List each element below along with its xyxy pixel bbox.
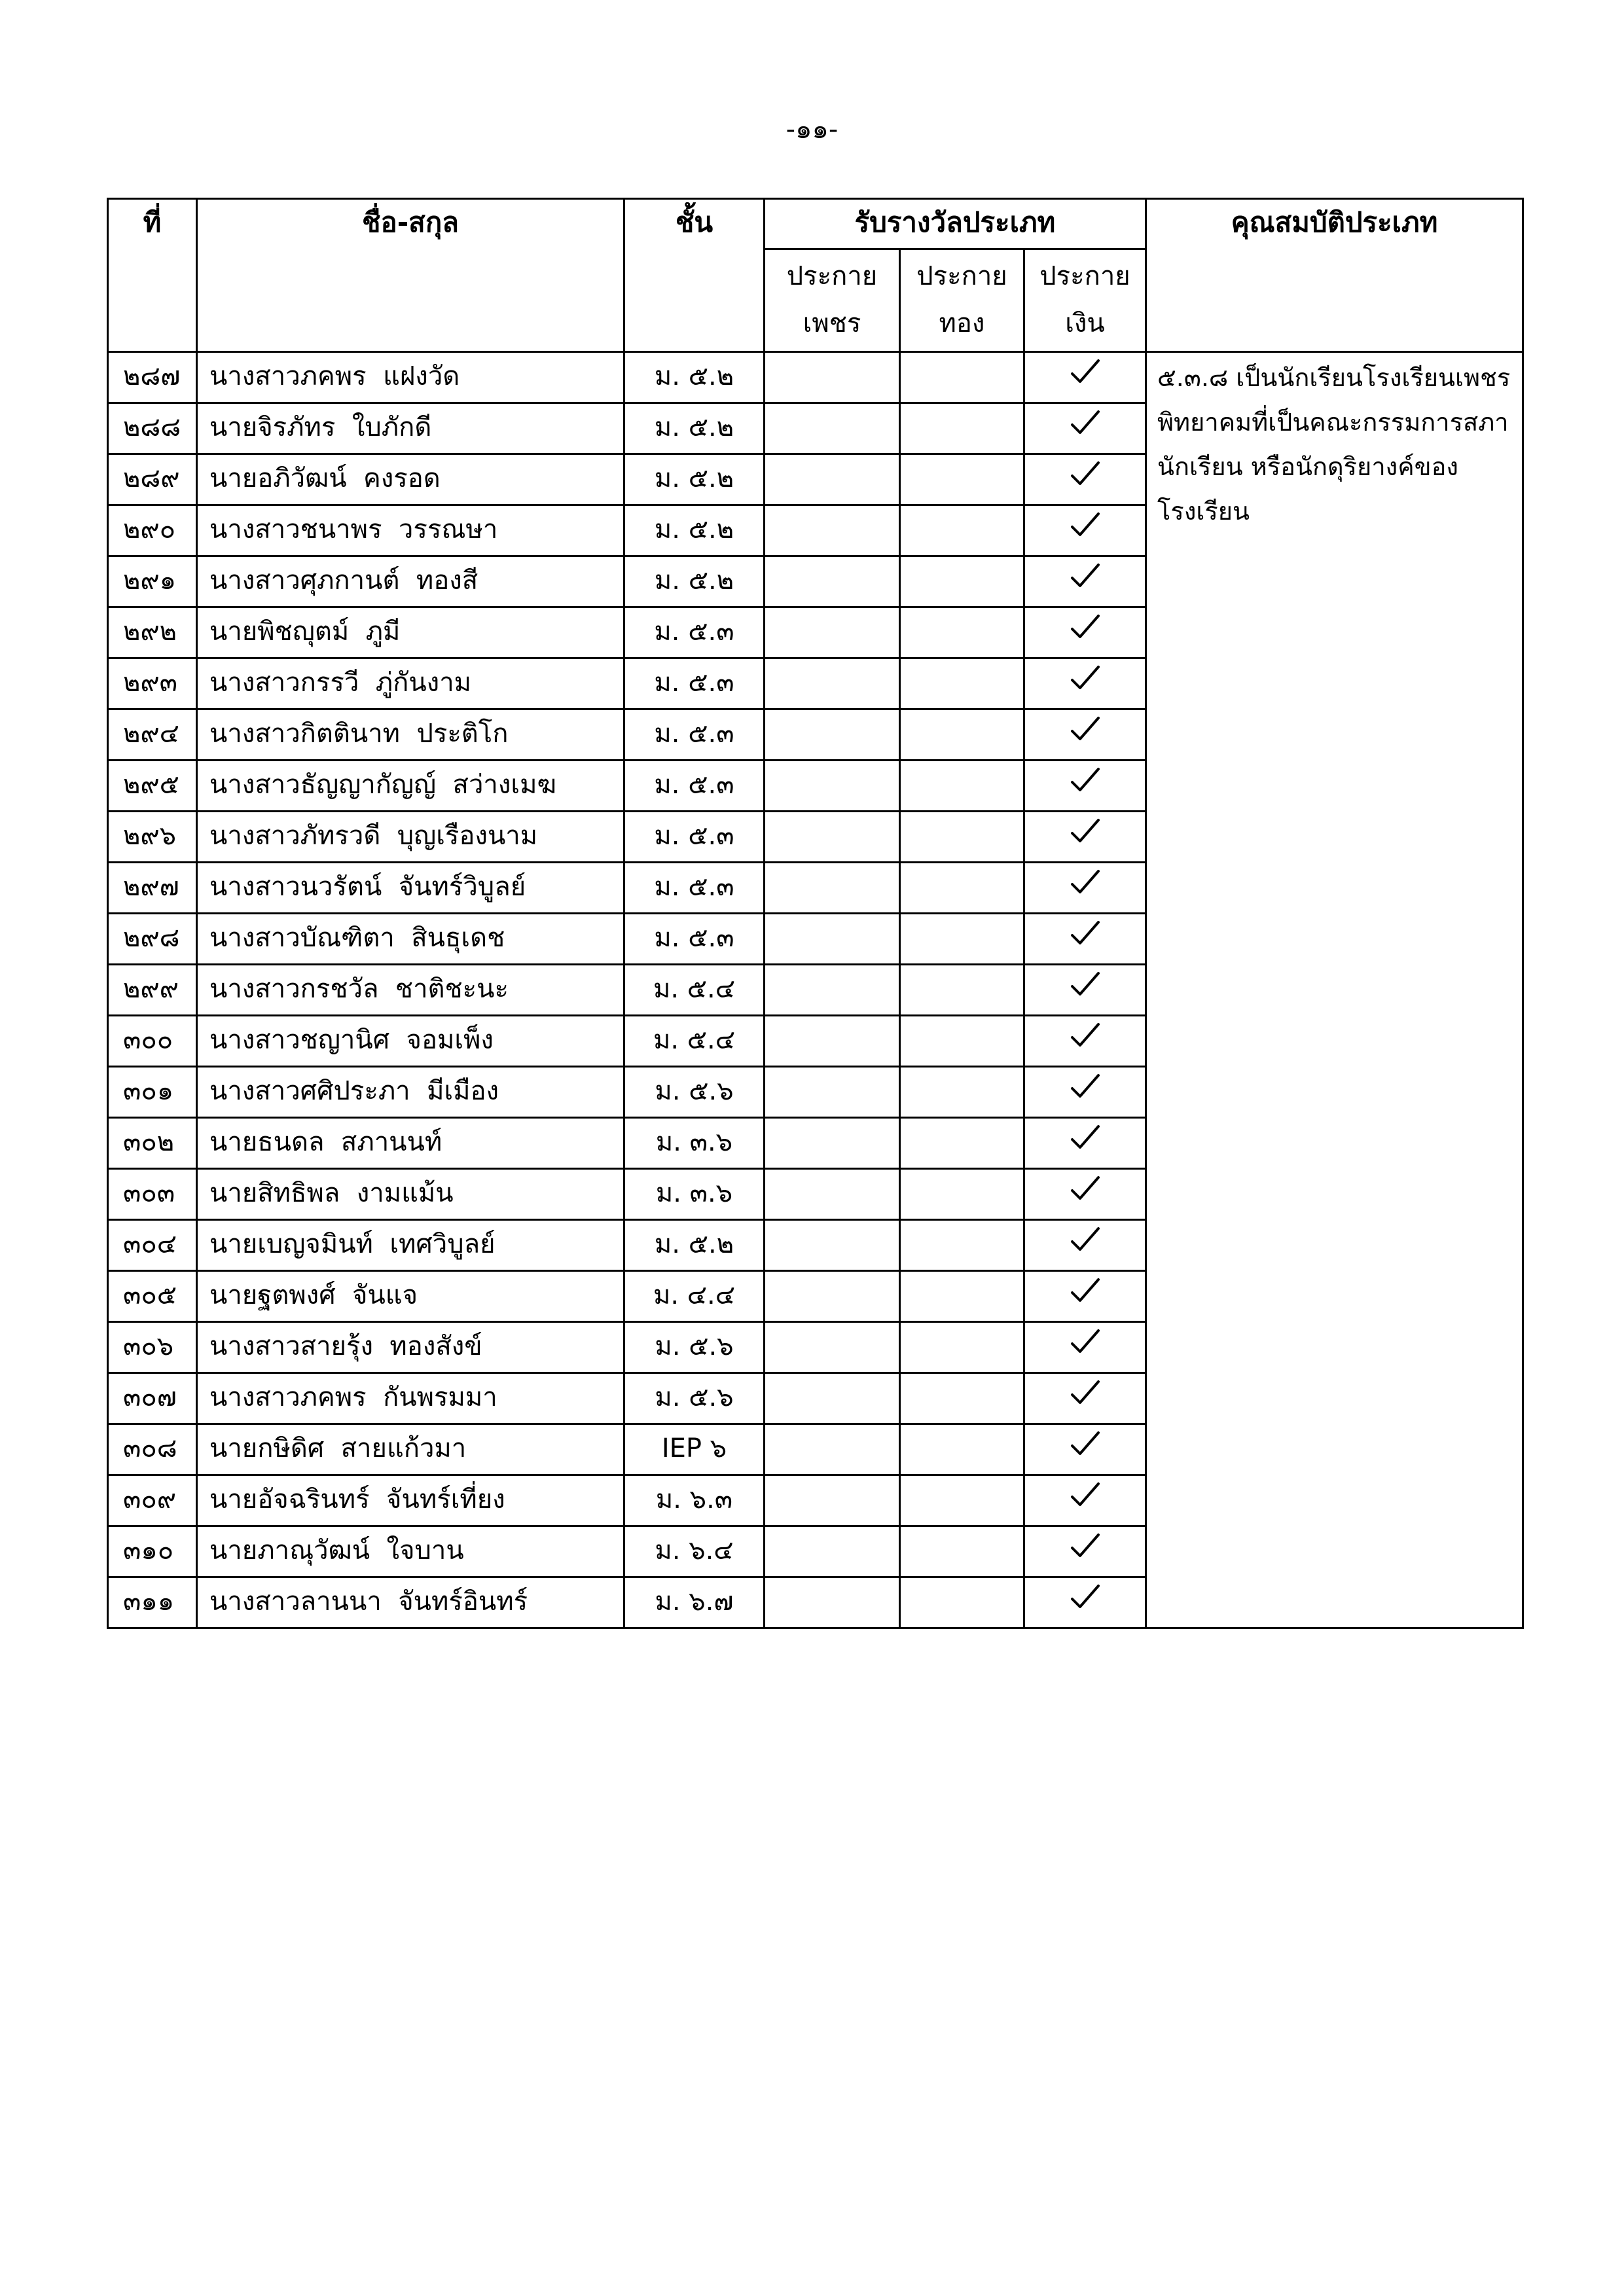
cell-class: ม. ๕.๔	[624, 1016, 765, 1067]
cell-silver	[1024, 1475, 1146, 1526]
cell-gold	[900, 914, 1024, 965]
cell-name: นางสาวลานนา จันทร์อินทร์	[197, 1577, 624, 1628]
cell-gold	[900, 1577, 1024, 1628]
cell-name: นางสาวภคพร กันพรมมา	[197, 1373, 624, 1424]
cell-class: ม. ๖.๗	[624, 1577, 765, 1628]
check-icon	[1070, 612, 1101, 642]
cell-diamond	[765, 1322, 900, 1373]
cell-gold	[900, 1016, 1024, 1067]
check-icon	[1070, 867, 1101, 897]
cell-gold	[900, 1067, 1024, 1118]
table-header	[108, 199, 1523, 352]
check-icon	[1070, 357, 1101, 387]
cell-no: ๓๐๐	[108, 1016, 197, 1067]
cell-silver	[1024, 1577, 1146, 1628]
header-gold-line2: ทอง	[939, 308, 985, 338]
cell-silver	[1024, 1067, 1146, 1118]
cell-gold	[900, 454, 1024, 505]
cell-diamond	[765, 1526, 900, 1577]
cell-diamond	[765, 403, 900, 454]
cell-class: ม. ๕.๒	[624, 556, 765, 607]
cell-gold	[900, 761, 1024, 812]
cell-class: ม. ๔.๔	[624, 1271, 765, 1322]
cell-gold	[900, 607, 1024, 658]
header-class: ชั้น	[624, 199, 765, 352]
cell-silver	[1024, 1424, 1146, 1475]
check-icon	[1070, 816, 1101, 846]
cell-gold	[900, 1322, 1024, 1373]
header-qualification: คุณสมบัติประเภท	[1146, 199, 1523, 352]
cell-silver	[1024, 709, 1146, 761]
cell-silver	[1024, 1220, 1146, 1271]
check-icon	[1070, 1174, 1101, 1204]
cell-no: ๒๙๗	[108, 863, 197, 914]
cell-name: นางสาวภัทรวดี บุญเรืองนาม	[197, 812, 624, 863]
table-row	[108, 352, 1523, 403]
header-diamond	[765, 249, 900, 352]
cell-name: นายอภิวัฒน์ คงรอด	[197, 454, 624, 505]
cell-gold	[900, 1373, 1024, 1424]
check-icon	[1070, 1225, 1101, 1255]
cell-diamond	[765, 1016, 900, 1067]
cell-no: ๓๐๖	[108, 1322, 197, 1373]
header-silver	[1024, 249, 1146, 352]
table-body	[108, 352, 1523, 1628]
cell-class: ม. ๖.๔	[624, 1526, 765, 1577]
header-silver-line2: เงิน	[1065, 308, 1105, 338]
cell-gold	[900, 1526, 1024, 1577]
cell-gold	[900, 556, 1024, 607]
cell-class: ม. ๕.๒	[624, 454, 765, 505]
cell-name: นายกษิดิศ สายแก้วมา	[197, 1424, 624, 1475]
header-diamond-line1: ประกาย	[786, 261, 878, 291]
cell-diamond	[765, 761, 900, 812]
cell-class: ม. ๕.๓	[624, 863, 765, 914]
cell-diamond	[765, 1271, 900, 1322]
cell-no: ๒๙๔	[108, 709, 197, 761]
cell-name: นายภาณุวัฒน์ ใจบาน	[197, 1526, 624, 1577]
cell-class: ม. ๕.๖	[624, 1322, 765, 1373]
cell-diamond	[765, 556, 900, 607]
cell-class: ม. ๕.๓	[624, 709, 765, 761]
cell-name: นางสาวนวรัตน์ จันทร์วิบูลย์	[197, 863, 624, 914]
cell-diamond	[765, 863, 900, 914]
cell-no: ๓๐๓	[108, 1169, 197, 1220]
cell-diamond	[765, 709, 900, 761]
header-no: ที่	[108, 199, 197, 352]
cell-gold	[900, 965, 1024, 1016]
check-icon	[1070, 1276, 1101, 1306]
cell-name: นางสาวกรชวัล ชาติชะนะ	[197, 965, 624, 1016]
cell-no: ๒๙๘	[108, 914, 197, 965]
cell-diamond	[765, 1373, 900, 1424]
cell-diamond	[765, 1067, 900, 1118]
cell-gold	[900, 658, 1024, 709]
cell-name: นางสาวชญานิศ จอมเพ็ง	[197, 1016, 624, 1067]
cell-no: ๒๙๖	[108, 812, 197, 863]
check-icon	[1070, 1480, 1101, 1510]
award-table	[107, 198, 1524, 1629]
cell-name: นางสาวธัญญากัญญ์ สว่างเมฆ	[197, 761, 624, 812]
cell-gold	[900, 1475, 1024, 1526]
cell-class: ม. ๕.๒	[624, 403, 765, 454]
cell-silver	[1024, 454, 1146, 505]
cell-gold	[900, 709, 1024, 761]
header-gold-line1: ประกาย	[916, 261, 1007, 291]
cell-silver	[1024, 403, 1146, 454]
cell-diamond	[765, 607, 900, 658]
cell-no: ๒๙๐	[108, 505, 197, 556]
cell-name: นายจิรภัทร ใบภักดี	[197, 403, 624, 454]
cell-class: ม. ๕.๓	[624, 812, 765, 863]
cell-diamond	[765, 965, 900, 1016]
cell-no: ๒๘๗	[108, 352, 197, 403]
cell-diamond	[765, 1475, 900, 1526]
check-icon	[1070, 663, 1101, 693]
cell-name: นางสาวบัณฑิตา สินธุเดช	[197, 914, 624, 965]
check-icon	[1070, 1378, 1101, 1408]
cell-class: ม. ๕.๓	[624, 607, 765, 658]
cell-silver	[1024, 607, 1146, 658]
check-icon	[1070, 1429, 1101, 1459]
cell-diamond	[765, 505, 900, 556]
cell-no: ๒๘๙	[108, 454, 197, 505]
cell-diamond	[765, 454, 900, 505]
cell-silver	[1024, 658, 1146, 709]
cell-gold	[900, 505, 1024, 556]
cell-class: ม. ๕.๖	[624, 1067, 765, 1118]
check-icon	[1070, 918, 1101, 948]
cell-name: นางสาวศุภกานต์ ทองสี	[197, 556, 624, 607]
check-icon	[1070, 1071, 1101, 1102]
cell-name: นายอัจฉรินทร์ จันทร์เที่ยง	[197, 1475, 624, 1526]
cell-class: ม. ๕.๖	[624, 1373, 765, 1424]
cell-name: นายเบญจมินท์ เทศวิบูลย์	[197, 1220, 624, 1271]
cell-gold	[900, 1118, 1024, 1169]
cell-class: ม. ๕.๓	[624, 914, 765, 965]
check-icon	[1070, 1327, 1101, 1357]
cell-name: นางสาวภคพร แฝงวัด	[197, 352, 624, 403]
check-icon	[1070, 714, 1101, 744]
cell-class: ม. ๕.๒	[624, 1220, 765, 1271]
cell-no: ๒๙๕	[108, 761, 197, 812]
cell-no: ๒๘๘	[108, 403, 197, 454]
cell-silver	[1024, 1016, 1146, 1067]
cell-no: ๒๙๒	[108, 607, 197, 658]
cell-diamond	[765, 1169, 900, 1220]
cell-no: ๒๙๙	[108, 965, 197, 1016]
check-icon	[1070, 1020, 1101, 1050]
cell-name: นายสิทธิพล งามแม้น	[197, 1169, 624, 1220]
cell-gold	[900, 1169, 1024, 1220]
cell-gold	[900, 863, 1024, 914]
check-icon	[1070, 561, 1101, 591]
cell-no: ๓๐๗	[108, 1373, 197, 1424]
header-gold	[900, 249, 1024, 352]
header-silver-line1: ประกาย	[1039, 261, 1130, 291]
cell-gold	[900, 1220, 1024, 1271]
cell-class: ม. ๕.๓	[624, 761, 765, 812]
check-icon	[1070, 1582, 1101, 1612]
cell-no: ๒๙๓	[108, 658, 197, 709]
cell-silver	[1024, 863, 1146, 914]
cell-silver	[1024, 556, 1146, 607]
cell-silver	[1024, 1526, 1146, 1577]
cell-diamond	[765, 914, 900, 965]
cell-name: นายธนดล สภานนท์	[197, 1118, 624, 1169]
cell-class: ม. ๕.๒	[624, 352, 765, 403]
check-icon	[1070, 1531, 1101, 1561]
cell-silver	[1024, 914, 1146, 965]
cell-silver	[1024, 505, 1146, 556]
cell-class: IEP ๖	[624, 1424, 765, 1475]
cell-diamond	[765, 658, 900, 709]
cell-class: ม. ๕.๔	[624, 965, 765, 1016]
cell-gold	[900, 812, 1024, 863]
check-icon	[1070, 459, 1101, 489]
cell-class: ม. ๕.๓	[624, 658, 765, 709]
cell-gold	[900, 1271, 1024, 1322]
cell-name: นางสาวศศิประภา มีเมือง	[197, 1067, 624, 1118]
cell-no: ๓๐๔	[108, 1220, 197, 1271]
cell-silver	[1024, 965, 1146, 1016]
header-diamond-line2: เพชร	[803, 308, 861, 338]
cell-silver	[1024, 1373, 1146, 1424]
cell-no: ๓๑๐	[108, 1526, 197, 1577]
cell-silver	[1024, 352, 1146, 403]
page-number: -๑๑-	[785, 115, 839, 145]
cell-no: ๓๐๕	[108, 1271, 197, 1322]
cell-no: ๓๐๑	[108, 1067, 197, 1118]
check-icon	[1070, 969, 1101, 999]
check-icon	[1070, 1122, 1101, 1153]
cell-no: ๓๑๑	[108, 1577, 197, 1628]
cell-name: นางสาวชนาพร วรรณษา	[197, 505, 624, 556]
header-name: ชื่อ-สกุล	[197, 199, 624, 352]
cell-name: นายฐตพงศ์ จันแจ	[197, 1271, 624, 1322]
cell-class: ม. ๖.๓	[624, 1475, 765, 1526]
check-icon	[1070, 510, 1101, 540]
cell-diamond	[765, 812, 900, 863]
cell-no: ๓๐๘	[108, 1424, 197, 1475]
cell-class: ม. ๕.๒	[624, 505, 765, 556]
cell-no: ๒๙๑	[108, 556, 197, 607]
cell-silver	[1024, 1322, 1146, 1373]
cell-name: นายพิชญุตม์ ภูมี	[197, 607, 624, 658]
qualification-text: ๕.๓.๘ เป็นนักเรียนโรงเรียนเพชรพิทยาคมที่เป็นคณะกรรมการสภานักเรียน หรือนักดุริยางค์ของโรงเรียน	[1146, 352, 1523, 1628]
cell-gold	[900, 352, 1024, 403]
cell-class: ม. ๓.๖	[624, 1169, 765, 1220]
cell-class: ม. ๓.๖	[624, 1118, 765, 1169]
cell-no: ๓๐๒	[108, 1118, 197, 1169]
cell-name: นางสาวกรรวี ภู่กันงาม	[197, 658, 624, 709]
header-award-group: รับรางวัลประเภท	[765, 199, 1146, 249]
cell-gold	[900, 1424, 1024, 1475]
check-icon	[1070, 408, 1101, 438]
cell-silver	[1024, 761, 1146, 812]
cell-no: ๓๐๙	[108, 1475, 197, 1526]
cell-diamond	[765, 1577, 900, 1628]
cell-diamond	[765, 352, 900, 403]
cell-diamond	[765, 1424, 900, 1475]
check-icon	[1070, 765, 1101, 795]
cell-silver	[1024, 1271, 1146, 1322]
cell-silver	[1024, 1118, 1146, 1169]
cell-silver	[1024, 1169, 1146, 1220]
cell-diamond	[765, 1118, 900, 1169]
cell-name: นางสาวกิตตินาท ประติโก	[197, 709, 624, 761]
cell-name: นางสาวสายรุ้ง ทองสังข์	[197, 1322, 624, 1373]
cell-gold	[900, 403, 1024, 454]
cell-silver	[1024, 812, 1146, 863]
cell-diamond	[765, 1220, 900, 1271]
